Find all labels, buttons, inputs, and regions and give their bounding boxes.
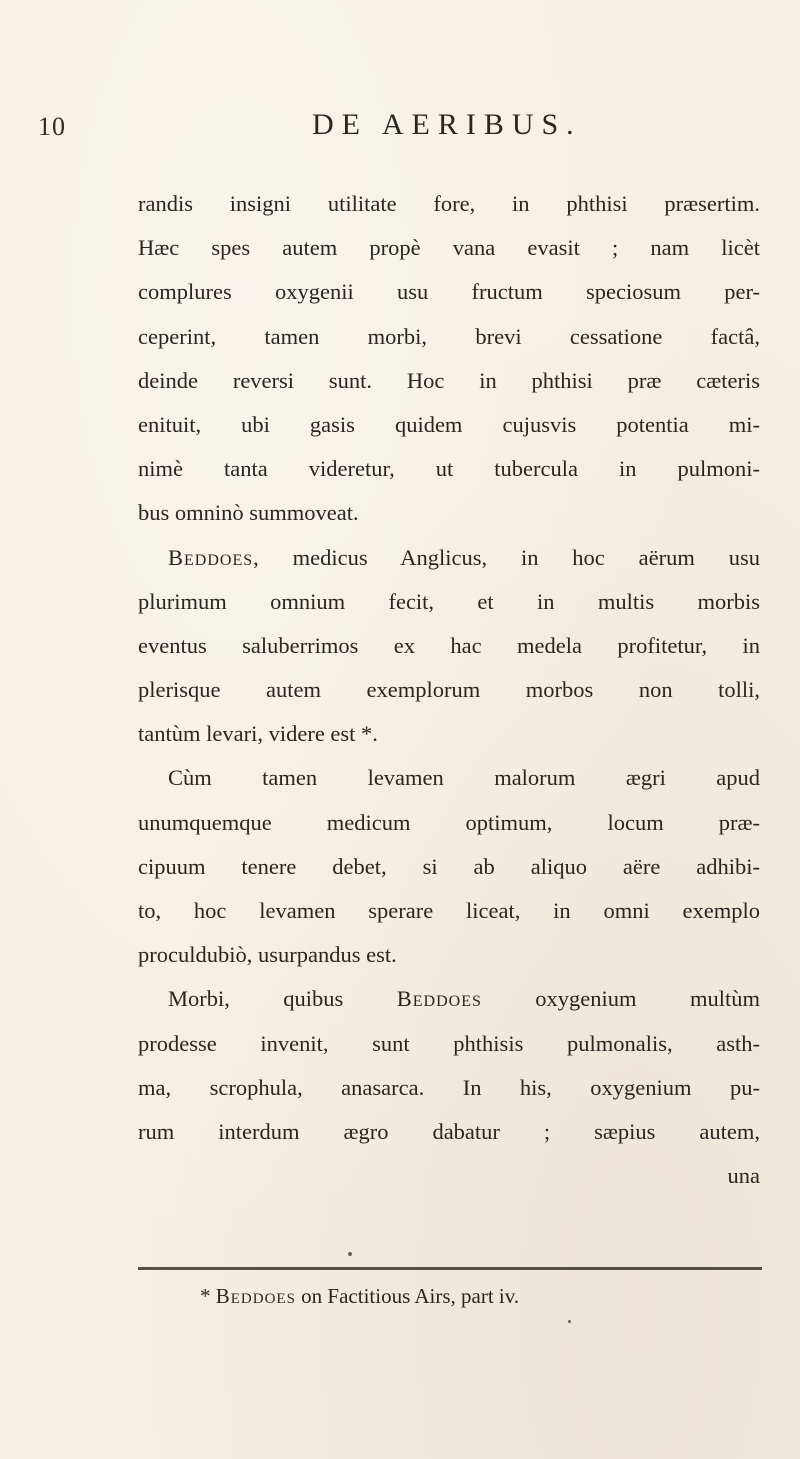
author-name: Beddoes xyxy=(396,986,482,1012)
text-line: prodesse invenit, sunt phthisis pulmonalis, asth- xyxy=(138,1030,760,1056)
text-line: cipuum tenere debet, si ab aliquo aëre adhibi- xyxy=(138,853,760,879)
text-line: plurimum omnium fecit, et in multis morbis xyxy=(138,588,760,614)
page-number: 10 xyxy=(38,112,66,141)
text-line: proculdubiò, usurpandus est. xyxy=(138,942,397,968)
footnote-marker: * xyxy=(200,1284,216,1308)
author-name: Beddoes xyxy=(168,544,254,570)
body-text xyxy=(138,182,760,1198)
paper-speck xyxy=(568,1320,571,1323)
paper-speck xyxy=(348,1252,352,1256)
text-line: ma, scrophula, anasarca. In his, oxygenium pu- xyxy=(138,1074,760,1100)
text-line: tantùm levari, videre est *. xyxy=(138,721,378,747)
text-line: Hæc spes autem propè vana evasit ; nam licèt xyxy=(138,235,760,261)
text-line: nimè tanta videretur, ut tubercula in pulmoni- xyxy=(138,456,760,482)
running-head: DE AERIBUS. xyxy=(312,108,582,141)
text-line: complures oxygenii usu fructum speciosum per- xyxy=(138,279,760,305)
footnote xyxy=(200,1284,519,1309)
text-fragment: , medicus Anglicus, in hoc aërum usu xyxy=(253,544,760,570)
footnote-text: on Factitious Airs, part iv. xyxy=(295,1284,520,1308)
text-line: eventus saluberrimos ex hac medela profitetur, in xyxy=(138,632,760,658)
paragraph-start-line: Cùm tamen levamen malorum ægri apud xyxy=(168,765,760,791)
catchword: una xyxy=(727,1163,760,1189)
text-line: ceperint, tamen morbi, brevi cessatione factâ, xyxy=(138,323,760,349)
text-line: to, hoc levamen sperare liceat, in omni exemplo xyxy=(138,898,760,923)
text-line: enituit, ubi gasis quidem cujusvis potentia mi- xyxy=(138,411,760,437)
text-line: deinde reversi sunt. Hoc in phthisi præ cæteris xyxy=(138,367,760,393)
text-fragment: Morbi, quibus xyxy=(168,986,397,1012)
paragraph-start-line xyxy=(138,536,760,580)
page-header xyxy=(0,108,800,152)
text-fragment: oxygenium multùm xyxy=(481,986,760,1012)
text-line: rum interdum ægro dabatur ; sæpius autem, xyxy=(138,1118,760,1144)
text-line: plerisque autem exemplorum morbos non tolli, xyxy=(138,677,760,703)
text-line: unumquemque medicum optimum, locum præ- xyxy=(138,809,760,835)
footnote-rule xyxy=(138,1267,762,1270)
text-line: randis insigni utilitate fore, in phthisi præsertim. xyxy=(138,191,760,216)
paragraph-start-line xyxy=(138,977,760,1021)
footnote-author: Beddoes xyxy=(215,1284,296,1308)
text-line: bus omninò summoveat. xyxy=(138,500,359,526)
